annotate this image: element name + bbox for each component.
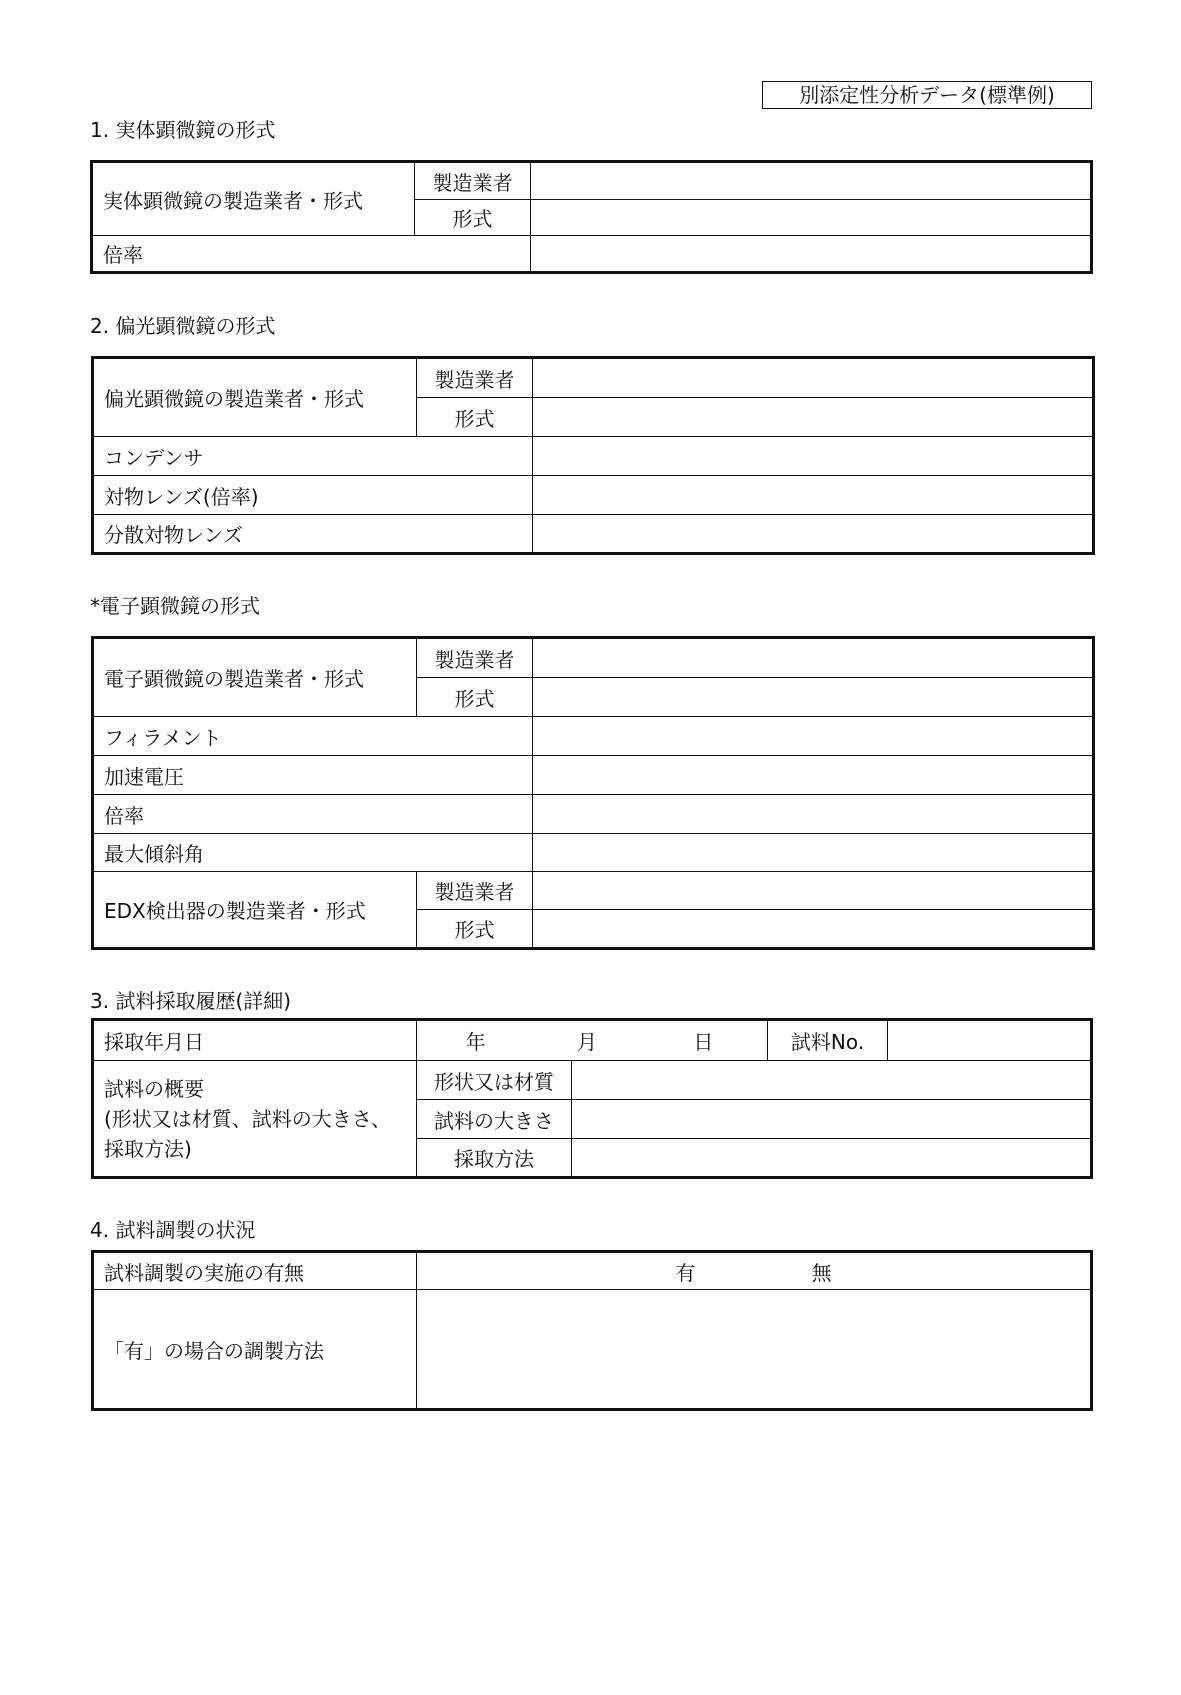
model-label: 形式 — [415, 200, 531, 236]
condenser-label: コンデンサ — [93, 437, 533, 476]
tilt-angle-field[interactable] — [533, 834, 1094, 872]
dispersion-lens-field[interactable] — [533, 515, 1094, 554]
edx-model-label: 形式 — [417, 910, 533, 949]
sampling-date-field[interactable] — [417, 1020, 768, 1061]
sample-preparation-table — [91, 1250, 1093, 1411]
shape-material-label: 形状又は材質 — [417, 1061, 572, 1100]
dispersion-lens-label: 分散対物レンズ — [93, 515, 533, 554]
voltage-field[interactable] — [533, 756, 1094, 795]
stereo-microscope-table — [90, 160, 1093, 274]
edx-maker-field[interactable] — [533, 872, 1094, 910]
model-field[interactable] — [533, 678, 1094, 717]
sampling-method-field[interactable] — [572, 1139, 1092, 1178]
filament-label: フィラメント — [93, 717, 533, 756]
maker-field[interactable] — [533, 358, 1094, 398]
month-label: 月 — [577, 1030, 597, 1054]
sample-size-field[interactable] — [572, 1100, 1092, 1139]
maker-model-label: 電子顕微鏡の製造業者・形式 — [93, 638, 417, 717]
section-3-title: 3. 試料採取履歴(詳細) — [90, 989, 292, 1013]
attachment-label: 別添定性分析データ(標準例) — [762, 81, 1092, 109]
maker-field[interactable] — [531, 162, 1092, 200]
maker-label: 製造業者 — [415, 162, 531, 200]
section-1-title: 1. 実体顕微鏡の形式 — [90, 118, 276, 142]
summary-line-1: 試料の概要 — [104, 1076, 204, 1101]
voltage-label: 加速電圧 — [93, 756, 533, 795]
maker-label: 製造業者 — [417, 638, 533, 678]
preparation-method-field[interactable] — [417, 1290, 1092, 1410]
sampling-date-label: 採取年月日 — [93, 1020, 417, 1061]
preparation-done-field — [417, 1252, 1092, 1290]
maker-model-label: 偏光顕微鏡の製造業者・形式 — [93, 358, 417, 437]
edx-model-field[interactable] — [533, 910, 1094, 949]
magnification-field[interactable] — [531, 236, 1092, 273]
sampling-history-table — [91, 1018, 1093, 1179]
tilt-angle-label: 最大傾斜角 — [93, 834, 533, 872]
year-label: 年 — [465, 1030, 486, 1054]
polarizing-microscope-table — [91, 356, 1095, 555]
objective-lens-label: 対物レンズ(倍率) — [93, 476, 533, 515]
filament-field[interactable] — [533, 717, 1094, 756]
sample-size-label: 試料の大きさ — [417, 1100, 572, 1139]
magnification-label: 倍率 — [93, 795, 533, 834]
section-em-title: *電子顕微鏡の形式 — [90, 594, 260, 618]
model-label: 形式 — [417, 678, 533, 717]
sampling-method-label: 採取方法 — [417, 1139, 572, 1178]
maker-field[interactable] — [533, 638, 1094, 678]
condenser-field[interactable] — [533, 437, 1094, 476]
section-4-title: 4. 試料調製の状況 — [90, 1218, 256, 1242]
model-field[interactable] — [533, 398, 1094, 437]
preparation-done-label: 試料調製の実施の有無 — [93, 1252, 417, 1290]
model-label: 形式 — [417, 398, 533, 437]
electron-microscope-table — [91, 636, 1095, 950]
edx-maker-model-label: EDX検出器の製造業者・形式 — [93, 872, 417, 949]
summary-line-3: 採取方法) — [104, 1136, 192, 1161]
magnification-field[interactable] — [533, 795, 1094, 834]
sample-no-field[interactable] — [888, 1020, 1092, 1061]
model-field[interactable] — [531, 200, 1092, 236]
shape-material-field[interactable] — [572, 1061, 1092, 1100]
maker-label: 製造業者 — [417, 358, 533, 398]
no-option[interactable]: 無 — [811, 1260, 832, 1285]
objective-lens-field[interactable] — [533, 476, 1094, 515]
edx-maker-label: 製造業者 — [417, 872, 533, 910]
summary-line-2: (形状又は材質、試料の大きさ、 — [104, 1106, 392, 1131]
maker-model-label: 実体顕微鏡の製造業者・形式 — [92, 162, 415, 236]
magnification-label: 倍率 — [92, 236, 531, 273]
sample-no-label: 試料No. — [768, 1020, 888, 1061]
section-2-title: 2. 偏光顕微鏡の形式 — [90, 314, 276, 338]
yes-option[interactable]: 有 — [675, 1260, 696, 1285]
preparation-method-label: 「有」の場合の調製方法 — [93, 1290, 417, 1410]
sample-summary-label — [93, 1061, 417, 1178]
day-label: 日 — [693, 1030, 714, 1054]
